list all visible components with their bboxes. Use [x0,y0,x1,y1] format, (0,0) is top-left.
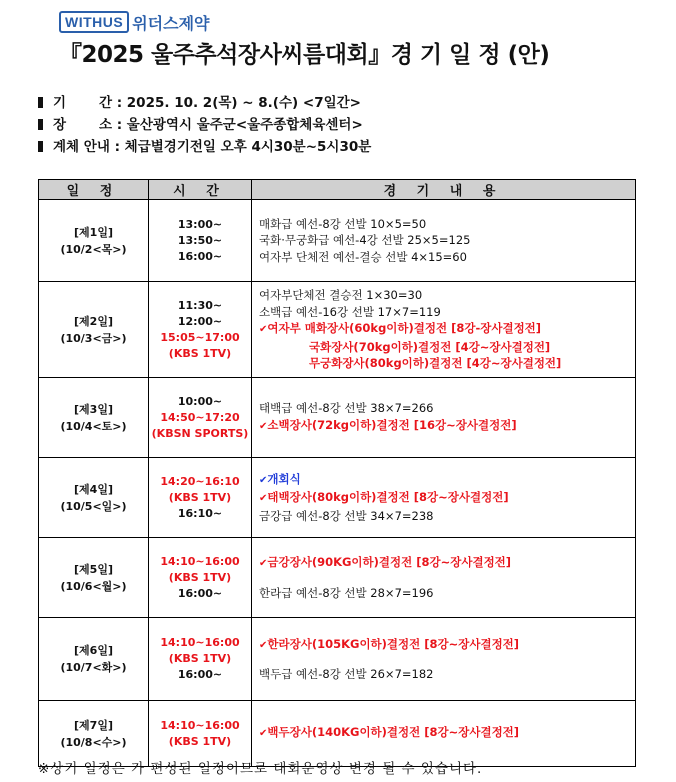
schedule-table [38,179,636,767]
checkmark-icon: ✔ [259,639,268,651]
time-entry: (KBS 1TV) [168,652,232,665]
day-date: (10/4<토>) [60,419,127,433]
time-entry: 15:05~17:00 [160,330,240,344]
match-item [259,355,635,371]
match-item [259,471,635,489]
match-item-text: 태백장사(80kg이하)결정전 [8강~장사결정전] [267,490,509,505]
day-label: [제3일] [74,402,113,416]
info-period [38,91,361,111]
day-cell [39,378,149,458]
match-item-text: 소백장사(72kg이하)결정전 [16강~장사결정전] [267,417,517,432]
match-item [259,573,635,585]
match-item [259,417,635,435]
match-item [259,232,635,248]
match-item-text: 한라장사(105KG이하)결정전 [8강~장사결정전] [267,636,520,651]
time-entry: 16:00~ [177,586,223,600]
day-date: (10/5<일>) [60,499,127,513]
info-period-label: 기 간 [53,95,112,111]
table-row [39,282,636,378]
match-item [259,216,635,232]
time-cell [149,282,252,378]
match-item-text: 백두장사(140KG이하)결정전 [8강~장사결정전] [267,725,520,740]
info-weighin-value: : 체급별경기전일 오후 4시30분~5시30분 [114,139,372,155]
info-venue [38,113,363,133]
table-header-row [39,180,636,200]
table-row [39,458,636,538]
match-item-text: 금강급 예선-8강 선발 34×7=238 [259,508,434,523]
time-entry: (KBS 1TV) [168,734,232,748]
company-logo [59,10,210,34]
time-entry: 14:10~16:00 [160,554,240,568]
checkmark-icon: ✔ [259,728,268,740]
day-date: (10/8<수>) [60,735,127,749]
time-entry: (KBSN SPORTS) [151,426,249,440]
day-label: [제7일] [74,718,113,732]
match-item [259,724,635,742]
bullet-square-icon [38,141,43,152]
info-weighin-label: 계체 안내 [53,139,110,155]
table-row [39,618,636,701]
logo-korean: 위더스제약 [132,13,210,33]
logo-withus: WITHUS [59,11,129,33]
time-cell [149,458,252,538]
match-item-text: 국화·무궁화급 예선-4강 선발 25×5=125 [259,233,471,248]
match-item-text: 소백급 예선-16강 선발 17×7=119 [259,304,441,319]
time-entry: (KBS 1TV) [168,346,232,360]
match-item [259,489,635,507]
time-entry: 16:00~ [177,668,223,681]
info-weighin [38,135,371,155]
info-venue-value: : 울산광역시 울주군<울주종합체육센터> [116,117,363,133]
day-cell [39,538,149,618]
day-cell [39,618,149,701]
footnote: ※상기 일정은 가 편성된 일정이므로 대회운영상 변경 될 수 있습니다. [38,761,483,777]
match-item-text: 개회식 [267,471,301,486]
checkmark-icon: ✔ [259,324,268,336]
header-time: 시 간 [149,180,252,200]
time-entry: 11:30~ [177,298,223,312]
match-item [259,400,635,416]
match-item-text: 무궁화장사(80kg이하)결정전 [4강~장사결정전] [309,356,562,371]
checkmark-icon: ✔ [259,493,268,505]
match-item [259,320,635,338]
match-item [259,666,635,682]
checkmark-icon: ✔ [259,474,268,486]
time-entry: 14:10~16:00 [160,718,240,732]
bullet-square-icon [38,97,43,108]
content-cell [252,200,636,282]
bullet-square-icon [38,119,43,130]
match-item-text: 한라급 예선-8강 선발 28×7=196 [259,585,434,600]
match-item [259,339,635,355]
day-cell [39,458,149,538]
content-cell [252,282,636,378]
checkmark-icon: ✔ [259,558,268,570]
time-entry: 14:10~16:00 [160,636,240,649]
match-item-text: 매화급 예선-8강 선발 10×5=50 [259,216,427,231]
match-item [259,287,635,303]
match-item [259,554,635,572]
time-entry: 14:50~17:20 [160,410,240,424]
day-label: [제1일] [74,225,113,239]
match-item-text: 여자부단체전 결승전 1×30=30 [259,288,423,303]
content-cell [252,618,636,701]
document-title: 『2025 울주추석장사씨름대회』경 기 일 정 (안) [59,42,550,68]
day-date: (10/3<금>) [60,331,127,345]
match-item [259,508,635,524]
time-entry: 12:00~ [177,314,223,328]
time-cell [149,618,252,701]
day-label: [제6일] [74,644,113,657]
day-date: (10/6<월>) [60,579,127,593]
match-item [259,249,635,265]
table-row [39,538,636,618]
match-item-text: 백두급 예선-8강 선발 26×7=182 [259,667,434,681]
table-row [39,200,636,282]
content-cell [252,378,636,458]
time-entry: 13:50~ [177,233,223,247]
time-entry: (KBS 1TV) [168,490,232,504]
header-content: 경 기 내 용 [252,180,636,200]
match-item-text: 금강장사(90KG이하)결정전 [8강~장사결정전] [267,555,512,570]
content-cell [252,538,636,618]
day-date: (10/7<화>) [60,661,127,674]
time-entry: 14:20~16:10 [160,474,240,488]
time-cell [149,378,252,458]
day-date: (10/2<목>) [60,242,127,256]
checkmark-icon: ✔ [259,420,268,432]
match-item-text: 국화장사(70kg이하)결정전 [4강~장사결정전] [309,339,551,354]
day-label: [제4일] [74,482,113,496]
header-schedule: 일 정 [39,180,149,200]
table-row [39,378,636,458]
day-cell [39,282,149,378]
table-body [39,200,636,767]
day-cell [39,200,149,282]
match-item [259,585,635,601]
match-item-text: 태백급 예선-8강 선발 38×7=266 [259,401,434,416]
match-item-text: 여자부 단체전 예선-결승 선발 4×15=60 [259,249,467,264]
time-entry: 10:00~ [177,394,223,408]
match-item [259,654,635,666]
time-cell [149,200,252,282]
match-item [259,304,635,320]
time-entry: 16:10~ [177,506,223,520]
day-label: [제2일] [74,314,113,328]
day-label: [제5일] [74,562,113,576]
match-item-text: 여자부 매화장사(60kg이하)결정전 [8강-장사결정전] [267,321,542,336]
time-cell [149,538,252,618]
info-venue-label: 장 소 [53,117,112,133]
content-cell [252,458,636,538]
match-item [259,636,635,654]
info-period-value: : 2025. 10. 2(목) ~ 8.(수) <7일간> [116,95,361,111]
time-entry: 13:00~ [177,217,223,231]
time-entry: 16:00~ [177,249,223,263]
time-entry: (KBS 1TV) [168,570,232,584]
